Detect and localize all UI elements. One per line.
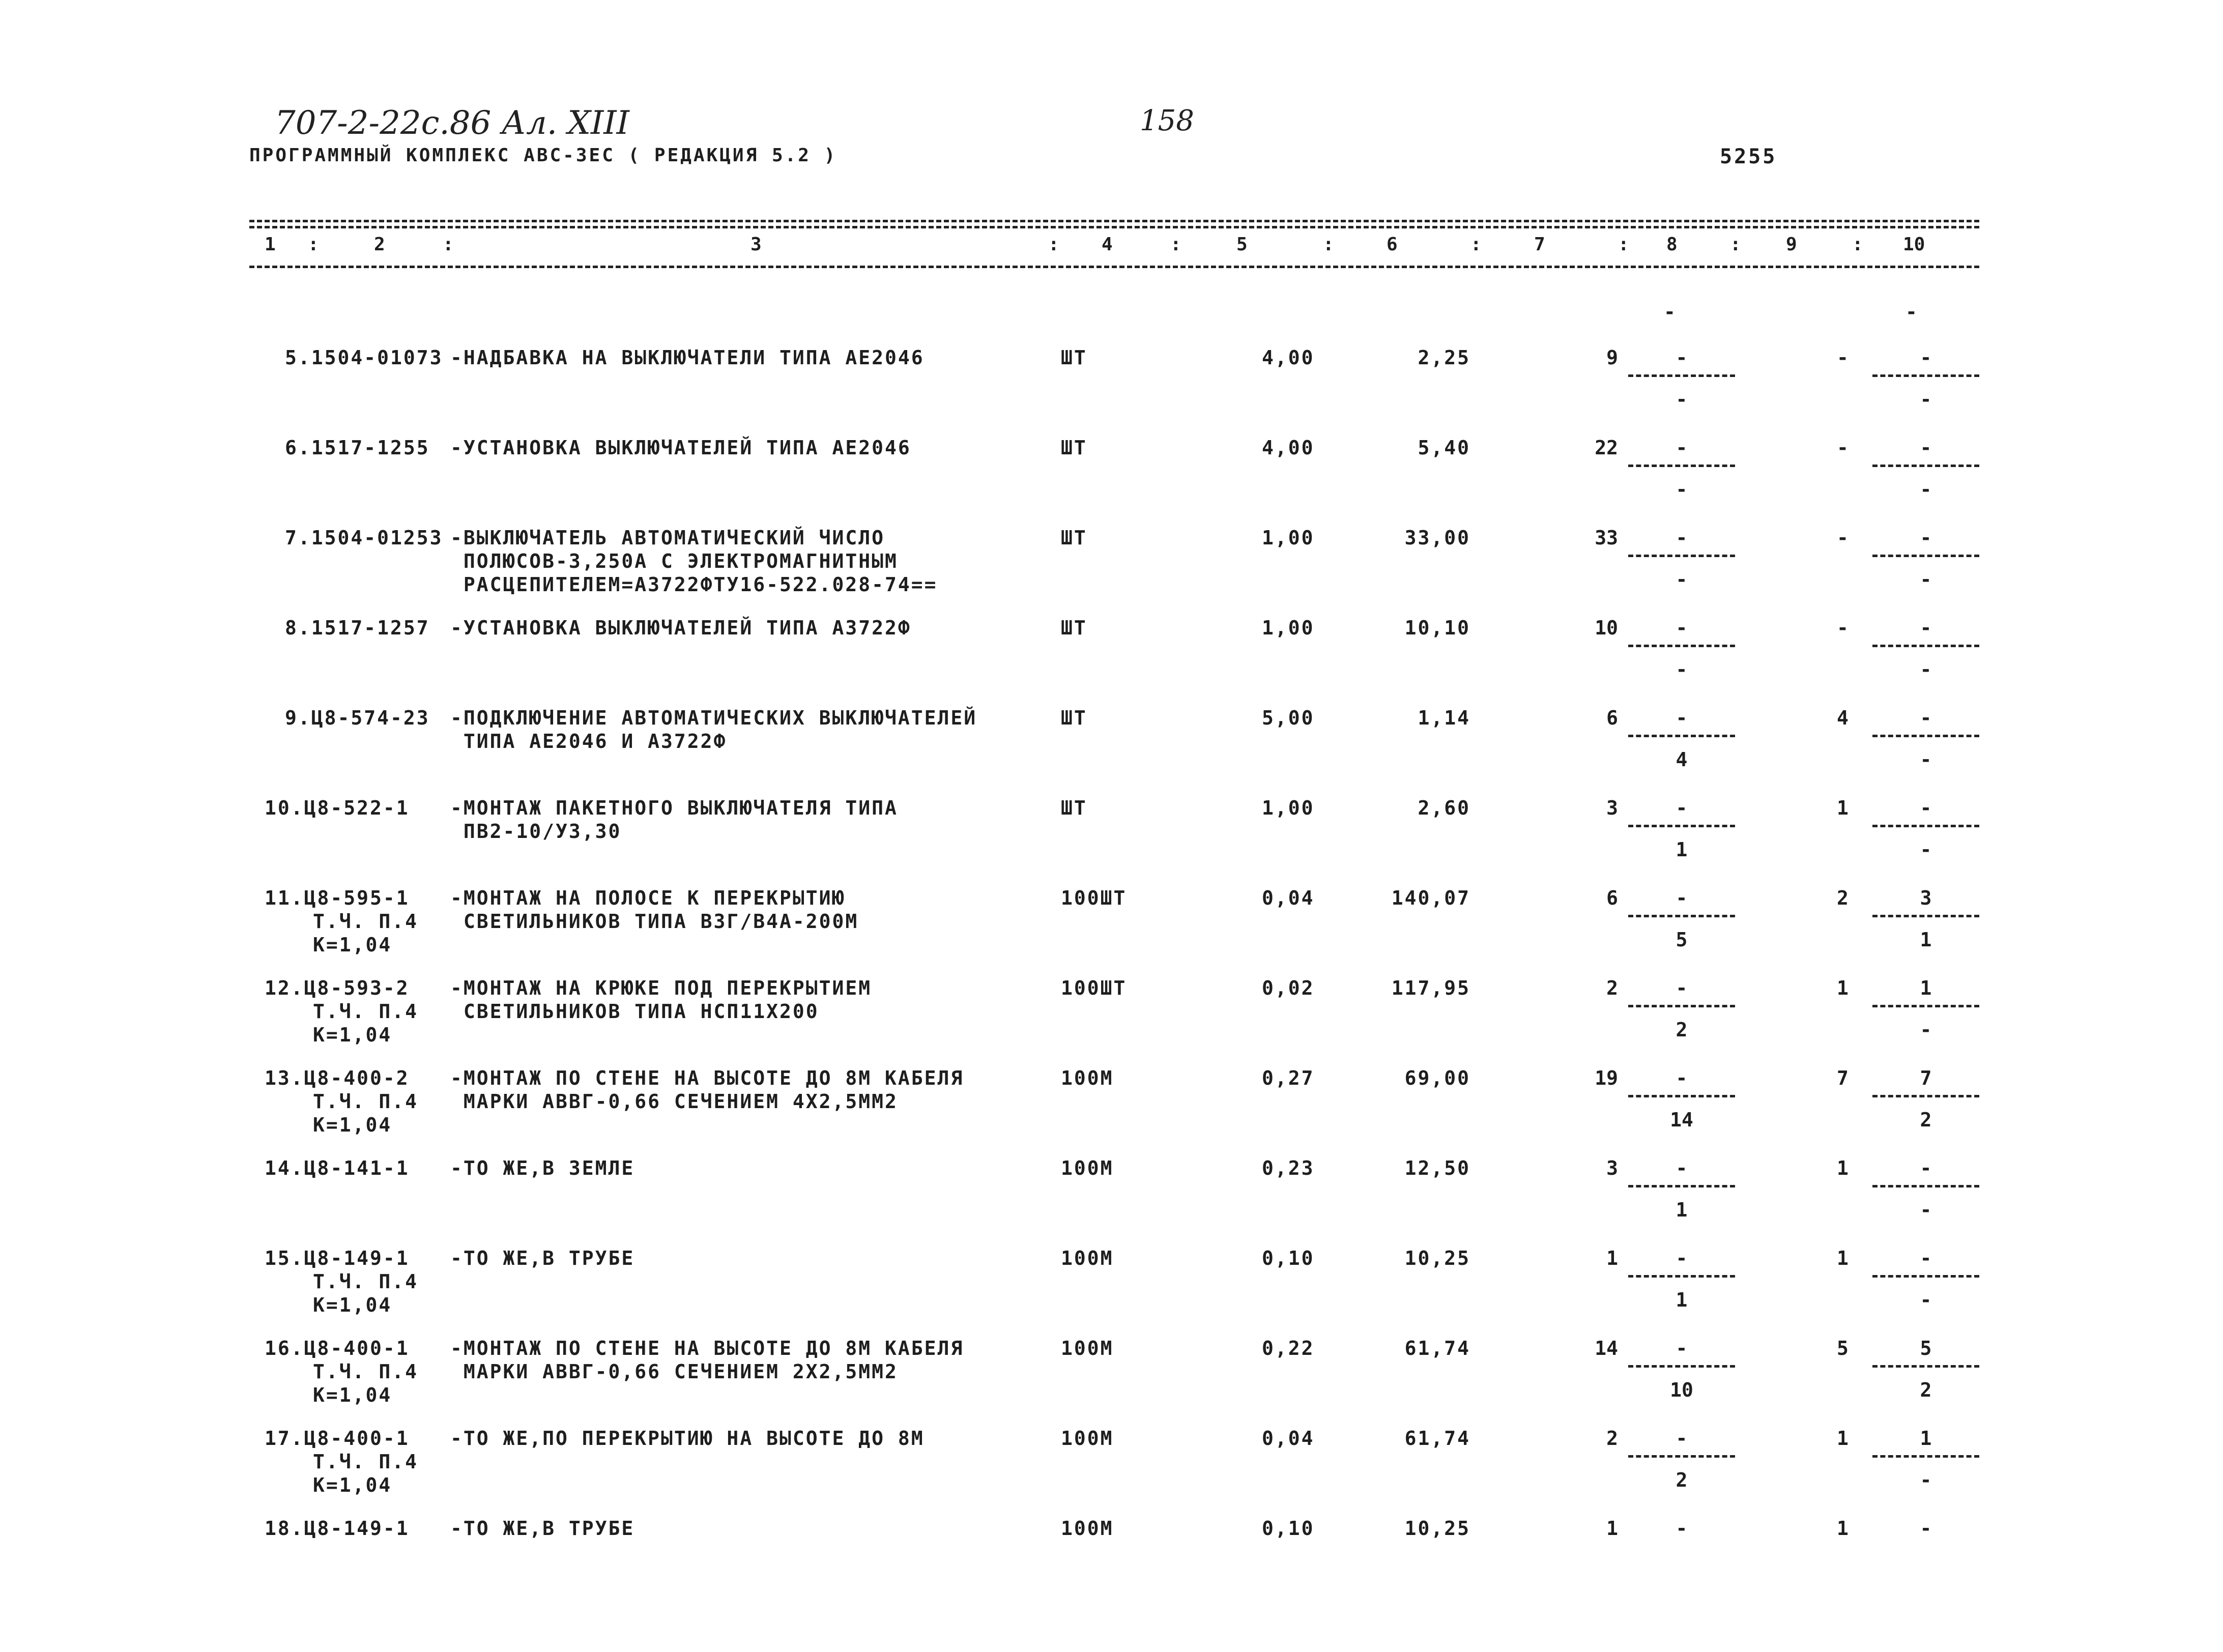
item-total: 1	[1606, 1247, 1618, 1269]
item-unit-price: 33,00	[1404, 527, 1470, 549]
item-code: 10.Ц8-522-1	[265, 797, 410, 819]
item-description: -УСТАНОВКА ВЫКЛЮЧАТЕЛЕЙ ТИПА А3722Ф	[450, 617, 911, 639]
item-description: -МОНТАЖ ПО СТЕНЕ НА ВЫСОТЕ ДО 8М КАБЕЛЯ МАРКИ АВВГ-0,66 СЕЧЕНИЕМ 2Х2,5ММ2	[450, 1337, 964, 1383]
item-total: 3	[1606, 797, 1618, 819]
col10-numerator: -	[1920, 1247, 1932, 1269]
col10-denominator: 2	[1920, 1109, 1932, 1131]
col10-denominator: -	[1920, 478, 1932, 501]
col8-numerator: -	[1676, 1157, 1688, 1179]
item-unit-price: 117,95	[1391, 977, 1470, 999]
item-unit-price: 12,50	[1404, 1157, 1470, 1179]
col8-fraction-bar	[1628, 1455, 1735, 1458]
item-description: -ТО ЖЕ,В ЗЕМЛЕ	[450, 1157, 635, 1179]
table-row	[0, 1517, 2223, 1608]
col9-value: -	[1837, 527, 1849, 549]
item-code: 8.1517-1257	[285, 617, 430, 639]
top-mark-col10: -	[1906, 301, 1917, 323]
handwritten-reference: 707-2-22с.86 Ал. XIII	[275, 104, 629, 142]
item-total: 2	[1606, 977, 1618, 999]
column-header-5: 5	[1236, 234, 1248, 255]
col8-denominator: 4	[1676, 748, 1688, 771]
page-number: 158	[1140, 104, 1194, 137]
col10-fraction-bar	[1872, 1005, 1979, 1007]
item-quantity: 1,00	[1262, 617, 1315, 639]
item-note: Т.Ч. П.4 К=1,04	[313, 1000, 419, 1046]
col10-fraction-bar	[1872, 555, 1979, 557]
col10-numerator: -	[1920, 617, 1932, 639]
item-quantity: 1,00	[1262, 797, 1315, 819]
col8-numerator: -	[1676, 977, 1688, 999]
table-row	[0, 616, 2223, 708]
col10-fraction-bar	[1872, 645, 1979, 647]
col8-denominator: -	[1676, 388, 1688, 411]
col10-numerator: -	[1920, 1157, 1932, 1179]
col8-numerator: -	[1676, 797, 1688, 819]
col10-numerator: -	[1920, 707, 1932, 729]
col10-denominator: -	[1920, 748, 1932, 771]
col8-denominator: 1	[1676, 1199, 1688, 1221]
col10-numerator: -	[1920, 527, 1932, 549]
col10-numerator: 7	[1920, 1067, 1932, 1089]
col9-value: 4	[1837, 707, 1849, 729]
item-unit-price: 5,40	[1418, 437, 1470, 459]
item-unit: 100ШТ	[1061, 977, 1127, 999]
col9-value: 1	[1837, 1517, 1849, 1540]
column-header-8: 8	[1666, 234, 1678, 255]
col8-fraction-bar	[1628, 374, 1735, 377]
col10-numerator: 1	[1920, 1427, 1932, 1450]
col9-value: 5	[1837, 1337, 1849, 1359]
item-quantity: 0,10	[1262, 1517, 1315, 1540]
column-header-1: 1	[265, 234, 276, 255]
col9-value: -	[1837, 617, 1849, 639]
item-code: 14.Ц8-141-1	[265, 1157, 410, 1179]
column-header-3: 3	[750, 234, 762, 255]
item-code: 18.Ц8-149-1	[265, 1517, 410, 1540]
col8-denominator: 1	[1676, 838, 1688, 861]
item-code: 13.Ц8-400-2	[265, 1067, 410, 1089]
table-row	[0, 346, 2223, 438]
col8-numerator: -	[1676, 887, 1688, 909]
item-quantity: 0,27	[1262, 1067, 1315, 1089]
col9-value: 1	[1837, 977, 1849, 999]
table-row	[0, 1247, 2223, 1338]
col10-denominator: -	[1920, 838, 1932, 861]
column-separator: :	[1170, 234, 1181, 255]
item-unit-price: 10,25	[1404, 1517, 1470, 1540]
item-note: Т.Ч. П.4 К=1,04	[313, 1090, 419, 1136]
col10-fraction-bar	[1872, 1455, 1979, 1458]
item-unit: ШТ	[1061, 797, 1087, 819]
col10-fraction-bar	[1872, 374, 1979, 377]
table-row	[0, 1427, 2223, 1518]
col10-fraction-bar	[1872, 1275, 1979, 1278]
item-code: 17.Ц8-400-1	[265, 1427, 410, 1450]
item-code: 7.1504-01253	[285, 527, 443, 549]
column-header-7: 7	[1534, 234, 1545, 255]
item-description: -МОНТАЖ ПАКЕТНОГО ВЫКЛЮЧАТЕЛЯ ТИПА ПВ2-10/У3,30	[450, 797, 898, 843]
col10-numerator: -	[1920, 797, 1932, 819]
col8-numerator: -	[1676, 1337, 1688, 1359]
item-code: 5.1504-01073	[285, 346, 443, 369]
table-top-rule-2	[249, 226, 1979, 228]
col8-fraction-bar	[1628, 1185, 1735, 1187]
col10-denominator: -	[1920, 568, 1932, 591]
item-description: -ТО ЖЕ,ПО ПЕРЕКРЫТИЮ НА ВЫСОТЕ ДО 8М	[450, 1427, 925, 1450]
col10-denominator: -	[1920, 658, 1932, 681]
item-quantity: 0,10	[1262, 1247, 1315, 1269]
item-unit: ШТ	[1061, 707, 1087, 729]
table-row	[0, 436, 2223, 528]
col10-numerator: -	[1920, 1517, 1932, 1540]
item-description: -ВЫКЛЮЧАТЕЛЬ АВТОМАТИЧЕСКИЙ ЧИСЛО ПОЛЮСОВ-3,250А С ЭЛЕКТРОМАГНИТНЫМ РАСЦЕПИТЕЛЕМ=А3722ФТУ16-522.028-74==	[450, 527, 938, 596]
item-quantity: 0,02	[1262, 977, 1315, 999]
column-separator: :	[1470, 234, 1482, 255]
col9-value: 1	[1837, 1157, 1849, 1179]
table-row	[0, 526, 2223, 618]
column-header-9: 9	[1786, 234, 1797, 255]
col10-numerator: 1	[1920, 977, 1932, 999]
col8-numerator: -	[1676, 1247, 1688, 1269]
item-unit: 100М	[1061, 1157, 1114, 1179]
col10-denominator: 2	[1920, 1379, 1932, 1401]
col8-fraction-bar	[1628, 645, 1735, 647]
item-quantity: 0,22	[1262, 1337, 1315, 1359]
item-total: 3	[1606, 1157, 1618, 1179]
col8-numerator: -	[1676, 1427, 1688, 1450]
item-unit-price: 10,10	[1404, 617, 1470, 639]
col10-numerator: -	[1920, 437, 1932, 459]
col9-value: 1	[1837, 1427, 1849, 1450]
col10-denominator: 1	[1920, 929, 1932, 951]
column-separator: :	[308, 234, 319, 255]
col8-denominator: 10	[1670, 1379, 1693, 1401]
column-separator: :	[1730, 234, 1741, 255]
col10-fraction-bar	[1872, 465, 1979, 467]
col10-fraction-bar	[1872, 825, 1979, 827]
col8-denominator: 1	[1676, 1289, 1688, 1311]
column-separator: :	[1323, 234, 1334, 255]
item-code: 16.Ц8-400-1	[265, 1337, 410, 1359]
item-description: -ТО ЖЕ,В ТРУБЕ	[450, 1517, 635, 1540]
col8-numerator: -	[1676, 1517, 1688, 1540]
item-total: 1	[1606, 1517, 1618, 1540]
item-unit: 100ШТ	[1061, 887, 1127, 909]
item-quantity: 1,00	[1262, 527, 1315, 549]
item-description: -ПОДКЛЮЧЕНИЕ АВТОМАТИЧЕСКИХ ВЫКЛЮЧАТЕЛЕЙ ТИПА АЕ2046 И А3722Ф	[450, 707, 977, 752]
item-total: 6	[1606, 707, 1618, 729]
item-code: 12.Ц8-593-2	[265, 977, 410, 999]
col8-fraction-bar	[1628, 1005, 1735, 1007]
item-description: -ТО ЖЕ,В ТРУБЕ	[450, 1247, 635, 1269]
item-note: Т.Ч. П.4 К=1,04	[313, 1451, 419, 1496]
col8-fraction-bar	[1628, 735, 1735, 737]
col8-numerator: -	[1676, 346, 1688, 369]
col9-value: 1	[1837, 797, 1849, 819]
item-quantity: 0,23	[1262, 1157, 1315, 1179]
col9-value: 7	[1837, 1067, 1849, 1089]
item-unit: ШТ	[1061, 346, 1087, 369]
column-separator: :	[1618, 234, 1629, 255]
col8-fraction-bar	[1628, 1095, 1735, 1097]
item-code: 9.Ц8-574-23	[285, 707, 430, 729]
item-total: 9	[1606, 346, 1618, 369]
column-separator: :	[1852, 234, 1863, 255]
table-row	[0, 1066, 2223, 1158]
item-note: Т.Ч. П.4 К=1,04	[313, 910, 419, 956]
item-unit-price: 2,60	[1418, 797, 1470, 819]
item-total: 22	[1595, 437, 1618, 459]
col9-value: -	[1837, 346, 1849, 369]
item-unit: 100М	[1061, 1517, 1114, 1540]
column-header-4: 4	[1102, 234, 1113, 255]
item-total: 10	[1595, 617, 1618, 639]
item-unit: 100М	[1061, 1337, 1114, 1359]
item-unit: 100М	[1061, 1067, 1114, 1089]
col8-fraction-bar	[1628, 555, 1735, 557]
col9-value: 2	[1837, 887, 1849, 909]
col8-fraction-bar	[1628, 1275, 1735, 1278]
table-row	[0, 886, 2223, 978]
table-row	[0, 706, 2223, 798]
col10-numerator: 5	[1920, 1337, 1932, 1359]
item-unit: 100М	[1061, 1427, 1114, 1450]
col10-numerator: 3	[1920, 887, 1932, 909]
col9-value: -	[1837, 437, 1849, 459]
col8-numerator: -	[1676, 437, 1688, 459]
document-number: 5255	[1720, 145, 1777, 168]
col8-numerator: -	[1676, 1067, 1688, 1089]
col10-fraction-bar	[1872, 915, 1979, 917]
table-row	[0, 1337, 2223, 1428]
item-quantity: 4,00	[1262, 346, 1315, 369]
col9-value: 1	[1837, 1247, 1849, 1269]
item-quantity: 5,00	[1262, 707, 1315, 729]
item-unit-price: 69,00	[1404, 1067, 1470, 1089]
col10-numerator: -	[1920, 346, 1932, 369]
col10-fraction-bar	[1872, 735, 1979, 737]
item-total: 6	[1606, 887, 1618, 909]
item-total: 2	[1606, 1427, 1618, 1450]
column-separator: :	[443, 234, 454, 255]
program-title: ПРОГРАММНЫЙ КОМПЛЕКС АВС-ЗЕС ( РЕДАКЦИЯ 5.2 )	[249, 145, 838, 166]
item-quantity: 4,00	[1262, 437, 1315, 459]
col8-numerator: -	[1676, 707, 1688, 729]
col8-numerator: -	[1676, 527, 1688, 549]
col8-fraction-bar	[1628, 915, 1735, 917]
col8-denominator: 5	[1676, 929, 1688, 951]
item-total: 33	[1595, 527, 1618, 549]
item-unit: ШТ	[1061, 617, 1087, 639]
item-unit-price: 1,14	[1418, 707, 1470, 729]
col8-fraction-bar	[1628, 1365, 1735, 1368]
item-description: -МОНТАЖ ПО СТЕНЕ НА ВЫСОТЕ ДО 8М КАБЕЛЯ МАРКИ АВВГ-0,66 СЕЧЕНИЕМ 4Х2,5ММ2	[450, 1067, 964, 1113]
col10-denominator: -	[1920, 1289, 1932, 1311]
col10-fraction-bar	[1872, 1365, 1979, 1368]
col10-fraction-bar	[1872, 1095, 1979, 1097]
table-row	[0, 796, 2223, 888]
table-row	[0, 1156, 2223, 1248]
item-note: Т.Ч. П.4 К=1,04	[313, 1360, 419, 1406]
item-unit: ШТ	[1061, 527, 1087, 549]
item-description: -НАДБАВКА НА ВЫКЛЮЧАТЕЛИ ТИПА АЕ2046	[450, 346, 925, 369]
col8-numerator: -	[1676, 617, 1688, 639]
item-unit-price: 2,25	[1418, 346, 1470, 369]
item-quantity: 0,04	[1262, 1427, 1315, 1450]
col10-denominator: -	[1920, 1019, 1932, 1041]
item-code: 6.1517-1255	[285, 437, 430, 459]
column-header-10: 10	[1903, 234, 1925, 255]
col8-denominator: -	[1676, 568, 1688, 591]
item-unit: 100М	[1061, 1247, 1114, 1269]
col10-denominator: -	[1920, 1469, 1932, 1491]
item-unit-price: 140,07	[1391, 887, 1470, 909]
item-total: 19	[1595, 1067, 1618, 1089]
item-quantity: 0,04	[1262, 887, 1315, 909]
column-header-6: 6	[1387, 234, 1398, 255]
item-code: 11.Ц8-595-1	[265, 887, 410, 909]
item-description: -МОНТАЖ НА ПОЛОСЕ К ПЕРЕКРЫТИЮ СВЕТИЛЬНИКОВ ТИПА ВЗГ/В4А-200М	[450, 887, 859, 933]
col8-denominator: 14	[1670, 1109, 1693, 1131]
top-mark-col8: -	[1664, 301, 1676, 323]
item-unit-price: 61,74	[1404, 1427, 1470, 1450]
col10-fraction-bar	[1872, 1185, 1979, 1187]
item-description: -УСТАНОВКА ВЫКЛЮЧАТЕЛЕЙ ТИПА АЕ2046	[450, 437, 911, 459]
table-row	[0, 976, 2223, 1068]
col8-fraction-bar	[1628, 465, 1735, 467]
item-description: -МОНТАЖ НА КРЮКЕ ПОД ПЕРЕКРЫТИЕМ СВЕТИЛЬНИКОВ ТИПА НСП11Х200	[450, 977, 872, 1023]
table-top-rule	[249, 220, 1979, 222]
col10-denominator: -	[1920, 388, 1932, 411]
item-unit-price: 10,25	[1404, 1247, 1470, 1269]
item-unit: ШТ	[1061, 437, 1087, 459]
column-header-2: 2	[374, 234, 385, 255]
item-total: 14	[1595, 1337, 1618, 1359]
item-unit-price: 61,74	[1404, 1337, 1470, 1359]
col8-fraction-bar	[1628, 825, 1735, 827]
col8-denominator: -	[1676, 478, 1688, 501]
item-code: 15.Ц8-149-1	[265, 1247, 410, 1269]
col8-denominator: -	[1676, 658, 1688, 681]
table-header-bottom-rule	[249, 266, 1979, 268]
col8-denominator: 2	[1676, 1019, 1688, 1041]
col8-denominator: 2	[1676, 1469, 1688, 1491]
column-separator: :	[1048, 234, 1059, 255]
col10-denominator: -	[1920, 1199, 1932, 1221]
item-note: Т.Ч. П.4 К=1,04	[313, 1270, 419, 1316]
